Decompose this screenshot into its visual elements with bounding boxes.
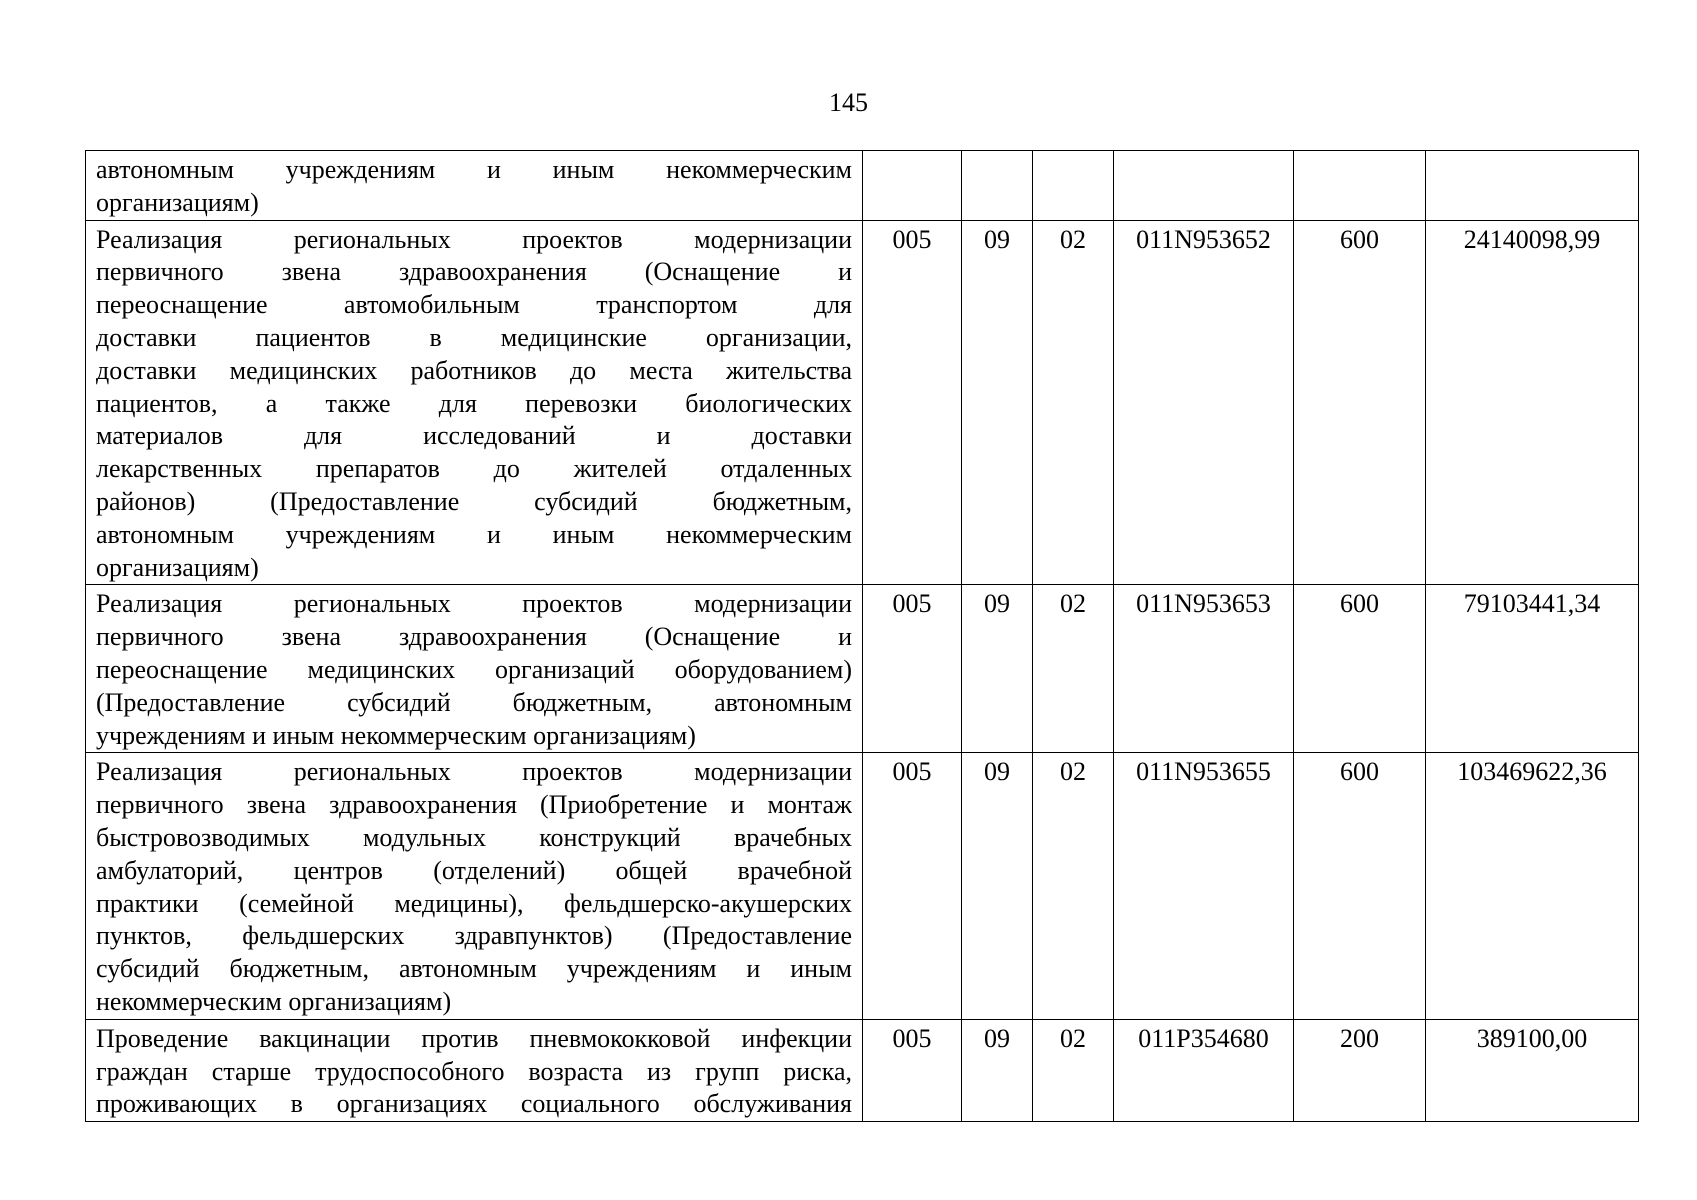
description-line: субсидий бюджетным, автономным учреждениям и иным [96,954,852,984]
description-line: организациям) [96,187,259,217]
section-code [962,151,1033,221]
subsection-code: 02 [1033,1019,1114,1121]
table-row [86,151,1639,221]
subsection-code: 02 [1033,585,1114,753]
amount: 103469622,36 [1426,753,1639,1019]
description-line: быстровозводимых модульных конструкций врачебных [96,822,852,852]
description-line: Реализация региональных проектов модернизации [96,757,852,787]
description-line: доставки медицинских работников до места жительства [96,355,852,385]
description-line: Проведение вакцинации против пневмококковой инфекции [96,1023,852,1053]
row-description [86,151,863,221]
description-line: автономным учреждениям и иным некоммерческим [96,155,852,184]
amount: 24140098,99 [1426,220,1639,585]
section-code: 09 [962,1019,1033,1121]
subsection-code: 02 [1033,220,1114,585]
description-line: пунктов, фельдшерских здравпунктов) (Предоставление [96,921,852,951]
description-line: организациям) [96,552,259,582]
expense-type-code [1294,151,1426,221]
description-line: первичного звена здравоохранения (Оснащение и [96,257,852,287]
description-line: лекарственных препаратов до жителей отдаленных [96,454,852,484]
description-line: первичного звена здравоохранения (Оснащение и [96,622,852,652]
row-description [86,585,863,753]
description-line: учреждениям и иным некоммерческим организациям) [96,720,696,750]
section-code: 09 [962,220,1033,585]
ved-code [863,151,962,221]
table-row [86,1019,1639,1121]
description-line: районов) (Предоставление субсидий бюджетным, [96,486,852,516]
description-line: Реализация региональных проектов модернизации [96,589,852,619]
ved-code: 005 [863,753,962,1019]
table-row [86,220,1639,585]
target-article-code: 011P354680 [1114,1019,1294,1121]
target-article-code: 011N953653 [1114,585,1294,753]
description-line: переоснащение медицинских организаций оборудованием) [96,654,852,684]
description-line: Реализация региональных проектов модернизации [96,224,852,254]
description-line: пациентов, а также для перевозки биологических [96,388,852,418]
expense-type-code: 600 [1294,753,1426,1019]
description-line: граждан старше трудоспособного возраста из групп риска, [96,1056,852,1086]
target-article-code [1114,151,1294,221]
description-line: автономным учреждениям и иным некоммерческим [96,519,852,549]
description-line: проживающих в организациях социального обслуживания [96,1089,852,1119]
target-article-code: 011N953655 [1114,753,1294,1019]
table-row [86,753,1639,1019]
ved-code: 005 [863,585,962,753]
expense-type-code: 600 [1294,585,1426,753]
description-line: переоснащение автомобильным транспортом для [96,290,852,320]
subsection-code: 02 [1033,753,1114,1019]
subsection-code [1033,151,1114,221]
page-number: 145 [829,88,868,117]
description-line: материалов для исследований и доставки [96,421,852,451]
description-line: амбулаторий, центров (отделений) общей врачебной [96,855,852,885]
description-line: доставки пациентов в медицинские организации, [96,322,852,352]
expense-type-code: 600 [1294,220,1426,585]
budget-table [85,150,1639,1122]
ved-code: 005 [863,1019,962,1121]
section-code: 09 [962,585,1033,753]
description-line: некоммерческим организациям) [96,986,452,1016]
table-row [86,585,1639,753]
ved-code: 005 [863,220,962,585]
row-description [86,753,863,1019]
description-line: практики (семейной медицины), фельдшерско-акушерских [96,888,852,918]
expense-type-code: 200 [1294,1019,1426,1121]
target-article-code: 011N953652 [1114,220,1294,585]
description-line: первичного звена здравоохранения (Приобретение и монтаж [96,790,852,820]
section-code: 09 [962,753,1033,1019]
amount [1426,151,1639,221]
amount: 389100,00 [1426,1019,1639,1121]
row-description [86,220,863,585]
amount: 79103441,34 [1426,585,1639,753]
description-line: (Предоставление субсидий бюджетным, автономным [96,687,852,717]
row-description [86,1019,863,1121]
